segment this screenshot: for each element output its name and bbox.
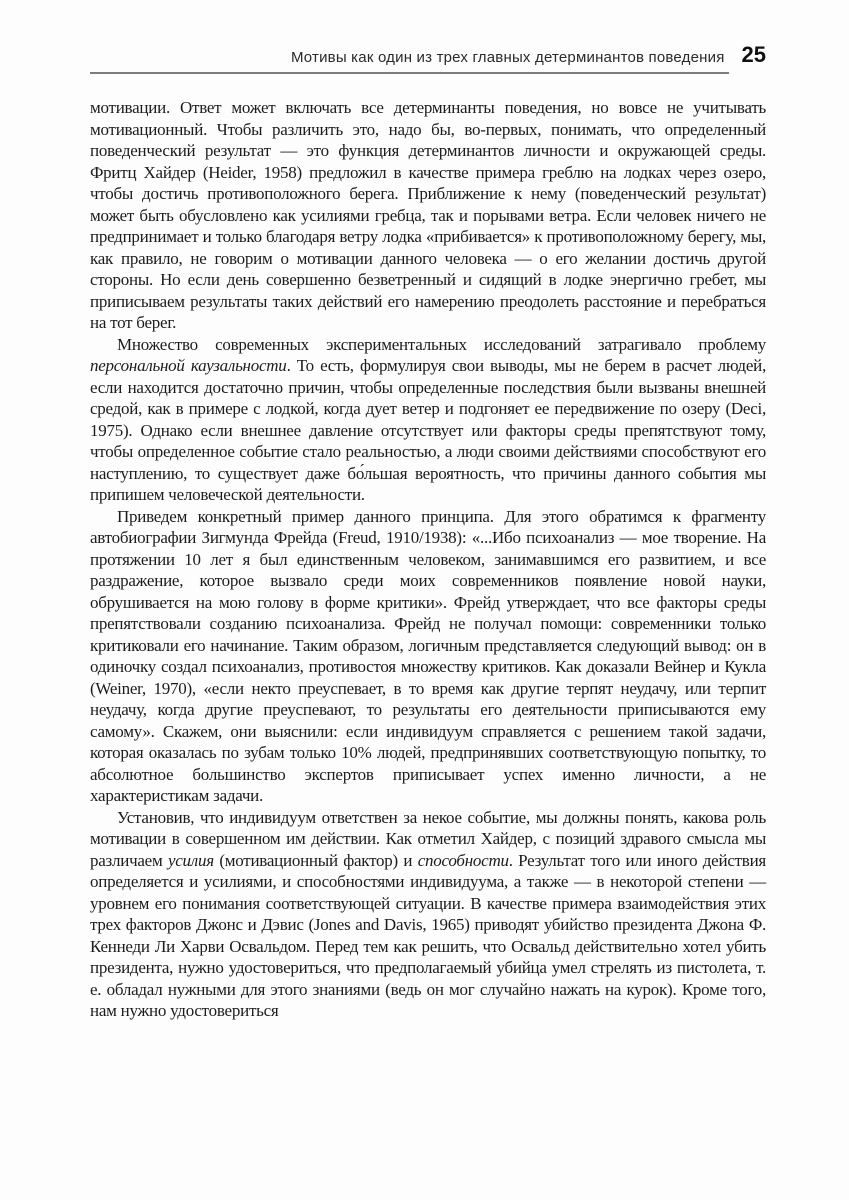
- text-run: Установив, что индивидуум ответствен за некое событие, мы должны понять, какова роль мотивации в совершенном им действии. Как отметил Хайдер, с позиций здравого смысла мы различаем: [90, 807, 766, 870]
- text-run: (мотивационный фактор) и: [213, 850, 418, 870]
- paragraph: [90, 97, 766, 334]
- paragraph: [90, 506, 766, 807]
- header-rule: [90, 49, 729, 74]
- running-title: Мотивы как один из трех главных детерминантов поведения: [290, 49, 725, 66]
- page-header: [90, 44, 766, 74]
- text-run: Множество современных экспериментальных исследований затрагивало проблему: [117, 334, 766, 354]
- text-run: . Результат того или иного действия определяется и усилиями, и способностями индивидуума, а также — в некоторой степени — уровнем его понимания соответствующей ситуации. В качестве примера взаимодействия этих трех факторов Джонс и Дэвис (Jones and Davis, 1965) приводят убийство президента Джона Ф. Кеннеди Ли Харви Освальдом. Перед тем как решить, что Освальд действительно хотел убить президента, нужно удостовериться, что предполагаемый убийца умел стрелять из пистолета, т. е. обладал нужными для этого знаниями (ведь он мог случайно нажать на курок). Кроме того, нам нужно удостовериться: [90, 850, 766, 1020]
- emphasized-text: персональной каузальности: [90, 356, 287, 375]
- text-run: Приведем конкретный пример данного принципа. Для этого обратимся к фрагменту автобиографии Зигмунда Фрейда (Freud, 1910/1938): «...Ибо психоанализ — мое творение. На протяжении 10 лет я был единственным человеком, занимавшимся его развитием, и все раздражение, которое вызвало среди моих современников появление новой науки, обрушивается на мою голову в форме критики». Фрейд утверждает, что все факторы среды препятствовали созданию психоанализа. Фрейд не получал помощи: современники только критиковали его начинание. Таким образом, логичным представляется следующий вывод: он в одиночку создал психоанализ, противостоя множеству критиков. Как доказали Вейнер и Кукла (Weiner, 1970), «если некто преуспевает, в то время как другие терпят неудачу, или терпит неудачу, когда другие преуспевают, то результаты его деятельности приписываются ему самому». Скажем, они выяснили: если индивидуум справляется с решением такой задачи, которая оказалась по зубам только 10% людей, предпринявших соответствующую попытку, то абсолютное большинство экспертов приписывает успех именно личности, а не характеристикам задачи.: [90, 506, 766, 805]
- page-number: 25: [741, 42, 766, 67]
- emphasized-text: способности: [417, 850, 509, 870]
- emphasized-text: усилия: [167, 850, 214, 870]
- text-run: . То есть, формулируя свои выводы, мы не берем в расчет людей, если находится достаточно причин, чтобы определенные последствия были вызваны внешней средой, как в примере с лодкой, когда дует ветер и подгоняет ее передвижение по озеру (Deci, 1975). Однако если внешнее давление отсутствует или факторы среды препятствуют тому, чтобы определенное событие стало реальностью, а люди своими действиями способствуют его наступлению, то существует даже бо́льшая вероятность, что причины данного события мы припишем человеческой деятельности.: [90, 356, 766, 504]
- text-run: мотивации. Ответ может включать все детерминанты поведения, но вовсе не учитывать мотивационный. Чтобы различить это, надо бы, во-первых, понимать, что определенный поведенческий результат — это функция детерминантов личности и окружающей среды. Фритц Хайдер (Heider, 1958) предложил в качестве примера греблю на лодках через озеро, чтобы достичь противоположного берега. Приближение к нему (поведенческий результат) может быть обусловлено как усилиями гребца, так и порывами ветра. Если человек ничего не предпринимает и только благодаря ветру лодка «прибивается» к противоположному берегу, мы, как правило, не говорим о мотивации данного человека — о его желании достичь другой стороны. Но если день совершенно безветренный и сидящий в лодке энергично гребет, мы приписываем результаты таких действий его намерению преодолеть расстояние и перебраться на тот берег.: [90, 98, 766, 332]
- body-text: [90, 97, 766, 1022]
- paragraph: [90, 334, 766, 506]
- paragraph: [90, 807, 766, 1022]
